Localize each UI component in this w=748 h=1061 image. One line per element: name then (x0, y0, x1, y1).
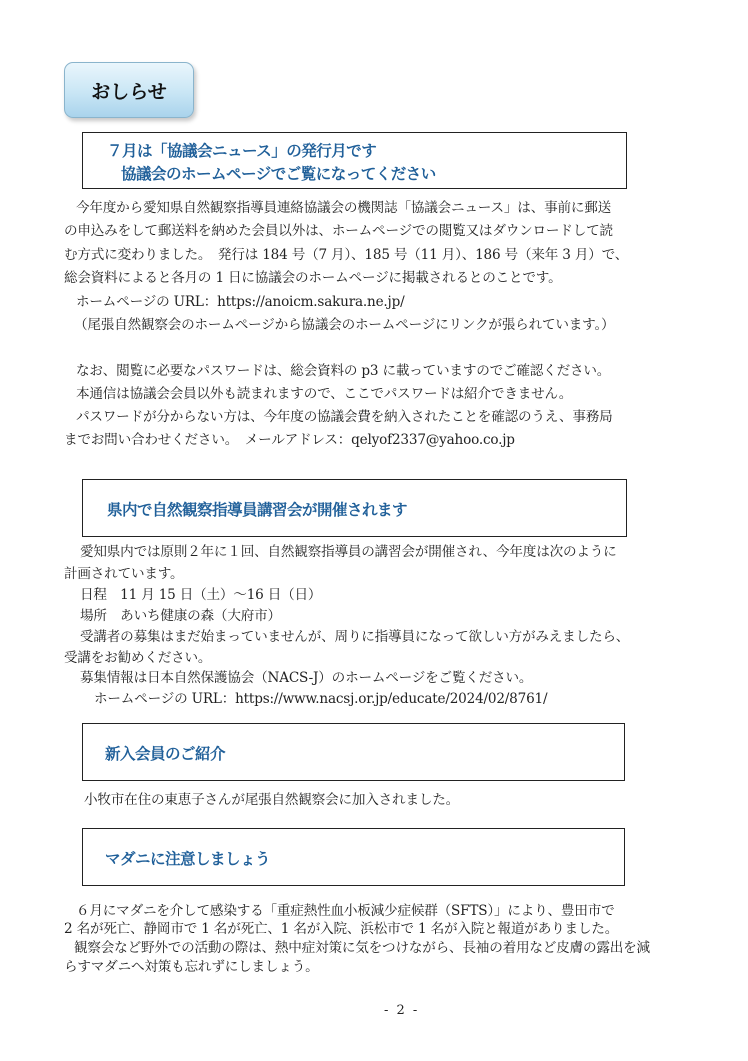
newsletter-heading-box (82, 132, 627, 189)
paragraph-line: なお、閲覧に必要なパスワードは、総会資料の p3 に載っていますのでご確認ください。 (76, 363, 611, 379)
venue-line: 場所 あいち健康の森（大府市） (80, 608, 281, 624)
workshop-heading-title: 県内で自然観察指導員講習会が開催されます (107, 501, 408, 519)
paragraph-line: 受講をお勧めください。 (64, 650, 212, 666)
newsletter-heading-line1: ７月は「協議会ニュース」の発行月です (107, 142, 377, 160)
homepage-url-line: ホームページの URL：https://www.nacsj.or.jp/educate/2024/02/8761/ (94, 691, 548, 707)
paragraph-line: 2 名が死亡、静岡市で 1 名が死亡、1 名が入院、浜松市で 1 名が入院と報道がありました。 (64, 921, 619, 937)
paragraph-line: む方式に変わりました。 発行は 184 号（7 月）、185 号（11 月）、186 号（来年 3 月）で、 (64, 247, 629, 263)
workshop-heading-box (82, 479, 627, 537)
paragraph-line: （尾張自然観察会のホームページから協議会のホームページにリンクが張られています。） (74, 317, 615, 333)
email-line: までお問い合わせください。 メールアドレス：qelyof2337@yahoo.co.jp (64, 432, 515, 448)
homepage-url-line: ホームページの URL：https://anoicm.sakura.ne.jp/ (76, 294, 405, 310)
paragraph-line: の申込みをして郵送料を納めた会員以外は、ホームページでの閲覧又はダウンロードして読 (64, 223, 613, 239)
paragraph-line: ６月にマダニを介して感染する「重症熱性血小板減少症候群（SFTS）」により、豊田市で (76, 903, 615, 919)
notice-tab: おしらせ (64, 62, 194, 118)
paragraph-line: 本通信は協議会会員以外も読まれますので、ここでパスワードは紹介できません。 (76, 386, 573, 402)
paragraph-line: 計画されています。 (64, 566, 184, 582)
paragraph-line: 総会資料によると各月の 1 日に協議会のホームページに掲載されるとのことです。 (64, 270, 562, 286)
paragraph-line: 小牧市在住の東恵子さんが尾張自然観察会に加入されました。 (84, 792, 460, 808)
new-member-heading-title: 新入会員のご紹介 (105, 745, 226, 763)
tick-warning-heading-box (82, 828, 625, 886)
tick-warning-heading-title: マダニに注意しましょう (105, 850, 271, 868)
paragraph-line: パスワードが分からない方は、今年度の協議会費を納入されたことを確認のうえ、事務局 (76, 409, 613, 425)
paragraph-line: 観察会など野外での活動の際は、熱中症対策に気をつけながら、長袖の着用など皮膚の露出を減 (74, 940, 650, 956)
paragraph-line: 募集情報は日本自然保護協会（NACS-J）のホームページをご覧ください。 (80, 670, 533, 686)
newsletter-heading-line2: 協議会のホームページでご覧になってください (121, 165, 436, 183)
paragraph-line: 愛知県内では原則２年に１回、自然観察指導員の講習会が開催され、今年度は次のように (80, 544, 617, 560)
new-member-heading-box (82, 723, 625, 781)
page-number: - 2 - (384, 1003, 420, 1018)
paragraph-line: 受講者の募集はまだ始まっていませんが、周りに指導員になって欲しい方がみえましたら、 (80, 629, 630, 645)
paragraph-line: らすマダニへ対策も忘れずにしましょう。 (64, 959, 319, 975)
schedule-line: 日程 11 月 15 日（土）～16 日（日） (80, 587, 322, 603)
paragraph-line: 今年度から愛知県自然観察指導員連絡協議会の機関誌「協議会ニュース」は、事前に郵送 (76, 200, 612, 216)
